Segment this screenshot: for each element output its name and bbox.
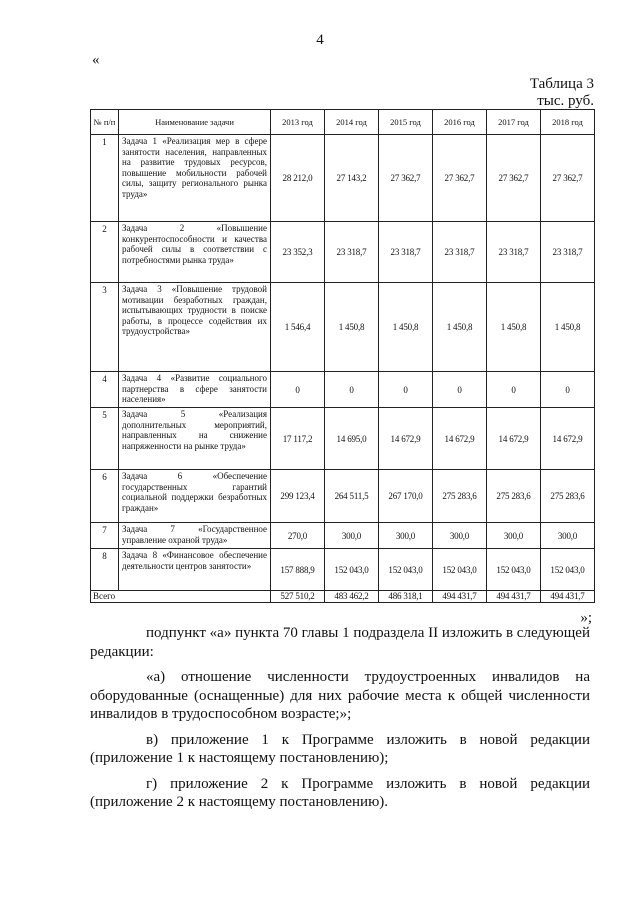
task-name: Задача 8 «Финансовое обеспечение деятельности центров занятости» <box>119 549 271 591</box>
value-cell: 152 043,0 <box>325 549 379 591</box>
value-cell: 1 546,4 <box>271 283 325 372</box>
value-cell: 157 888,9 <box>271 549 325 591</box>
value-cell: 27 362,7 <box>541 135 595 222</box>
header-year-2016: 2016 год <box>433 110 487 135</box>
value-cell: 14 672,9 <box>433 408 487 470</box>
value-cell: 1 450,8 <box>325 283 379 372</box>
value-cell: 14 695,0 <box>325 408 379 470</box>
table-row <box>91 135 595 222</box>
value-cell: 300,0 <box>379 523 433 549</box>
value-cell: 0 <box>325 372 379 408</box>
table-title: Таблица 3 <box>529 76 594 92</box>
value-cell: 23 318,7 <box>325 222 379 283</box>
value-cell: 300,0 <box>487 523 541 549</box>
task-name: Задача 5 «Реализация дополнительных мероприятий, направленных на снижение напряженности на рынке труда» <box>119 408 271 470</box>
row-number: 3 <box>91 283 119 372</box>
table-row <box>91 470 595 523</box>
table-unit: тыс. руб. <box>537 93 594 109</box>
value-cell: 152 043,0 <box>541 549 595 591</box>
header-year-2013: 2013 год <box>271 110 325 135</box>
value-cell: 300,0 <box>433 523 487 549</box>
task-name: Задача 2 «Повышение конкурентоспособности и качества рабочей силы в соответствии с потребностями рынка труда» <box>119 222 271 283</box>
paragraph: «а) отношение численности трудоустроенных инвалидов на оборудованные (оснащенные) для них рабочие места к общей численности инвалидов в трудоспособном возрасте;»; <box>90 669 590 722</box>
value-cell: 300,0 <box>325 523 379 549</box>
value-cell: 1 450,8 <box>487 283 541 372</box>
value-cell: 23 318,7 <box>541 222 595 283</box>
header-year-2017: 2017 год <box>487 110 541 135</box>
value-cell: 267 170,0 <box>379 470 433 523</box>
value-cell: 0 <box>379 372 433 408</box>
row-number: 7 <box>91 523 119 549</box>
value-cell: 299 123,4 <box>271 470 325 523</box>
value-cell: 275 283,6 <box>541 470 595 523</box>
value-cell: 152 043,0 <box>433 549 487 591</box>
value-cell: 17 117,2 <box>271 408 325 470</box>
task-name: Задача 6 «Обеспечение государственных гарантий социальной поддержки безработных граждан» <box>119 470 271 523</box>
row-number: 4 <box>91 372 119 408</box>
table-header-row <box>91 110 595 135</box>
total-value: 483 462,2 <box>325 591 379 603</box>
task-name: Задача 7 «Государственное управление охраной труда» <box>119 523 271 549</box>
value-cell: 0 <box>433 372 487 408</box>
value-cell: 27 362,7 <box>433 135 487 222</box>
value-cell: 275 283,6 <box>433 470 487 523</box>
value-cell: 23 318,7 <box>433 222 487 283</box>
row-number: 1 <box>91 135 119 222</box>
row-number: 5 <box>91 408 119 470</box>
value-cell: 27 362,7 <box>379 135 433 222</box>
total-label: Всего <box>91 591 271 603</box>
value-cell: 27 362,7 <box>487 135 541 222</box>
value-cell: 27 143,2 <box>325 135 379 222</box>
header-year-2018: 2018 год <box>541 110 595 135</box>
paragraph: г) приложение 2 к Программе изложить в новой редакции (приложение 2 к настоящему постановлению). <box>90 775 590 810</box>
total-value: 527 510,2 <box>271 591 325 603</box>
total-value: 494 431,7 <box>487 591 541 603</box>
value-cell: 14 672,9 <box>379 408 433 470</box>
value-cell: 23 318,7 <box>379 222 433 283</box>
opening-quote: « <box>92 52 100 68</box>
page-number: 4 <box>316 32 324 48</box>
task-name: Задача 3 «Повышение трудовой мотивации безработных граждан, испытывающих трудности в поиске работы, в процессе содействия их трудоустройства» <box>119 283 271 372</box>
value-cell: 23 352,3 <box>271 222 325 283</box>
value-cell: 264 511,5 <box>325 470 379 523</box>
header-name: Наименование задачи <box>119 110 271 135</box>
value-cell: 1 450,8 <box>433 283 487 372</box>
paragraph: подпункт «а» пункта 70 главы 1 подраздела II изложить в следующей редакции: <box>90 625 590 660</box>
value-cell: 1 450,8 <box>379 283 433 372</box>
table-row <box>91 372 595 408</box>
total-value: 494 431,7 <box>541 591 595 603</box>
row-number: 8 <box>91 549 119 591</box>
value-cell: 0 <box>271 372 325 408</box>
row-number: 2 <box>91 222 119 283</box>
header-num: № п/п <box>91 110 119 135</box>
table-row <box>91 283 595 372</box>
row-number: 6 <box>91 470 119 523</box>
value-cell: 28 212,0 <box>271 135 325 222</box>
budget-table <box>90 109 595 603</box>
table-row <box>91 549 595 591</box>
total-row <box>91 591 595 603</box>
value-cell: 1 450,8 <box>541 283 595 372</box>
table-caption <box>530 76 594 110</box>
table-row <box>91 222 595 283</box>
task-name: Задача 1 «Реализация мер в сфере занятости населения, направленных на развитие трудовых ресурсов, повышение мобильности рабочей силы, защиту регионального рынка труда» <box>119 135 271 222</box>
header-year-2015: 2015 год <box>379 110 433 135</box>
value-cell: 0 <box>487 372 541 408</box>
value-cell: 270,0 <box>271 523 325 549</box>
total-value: 486 318,1 <box>379 591 433 603</box>
value-cell: 152 043,0 <box>487 549 541 591</box>
amendment-text <box>90 624 590 819</box>
value-cell: 14 672,9 <box>487 408 541 470</box>
table-row <box>91 523 595 549</box>
header-year-2014: 2014 год <box>325 110 379 135</box>
total-value: 494 431,7 <box>433 591 487 603</box>
value-cell: 14 672,9 <box>541 408 595 470</box>
table-row <box>91 408 595 470</box>
value-cell: 152 043,0 <box>379 549 433 591</box>
closing-quote: »; <box>580 610 592 626</box>
value-cell: 300,0 <box>541 523 595 549</box>
paragraph: в) приложение 1 к Программе изложить в новой редакции (приложение 1 к настоящему постановлению); <box>90 731 590 766</box>
value-cell: 0 <box>541 372 595 408</box>
value-cell: 275 283,6 <box>487 470 541 523</box>
value-cell: 23 318,7 <box>487 222 541 283</box>
task-name: Задача 4 «Развитие социального партнерства в сфере занятости населения» <box>119 372 271 408</box>
